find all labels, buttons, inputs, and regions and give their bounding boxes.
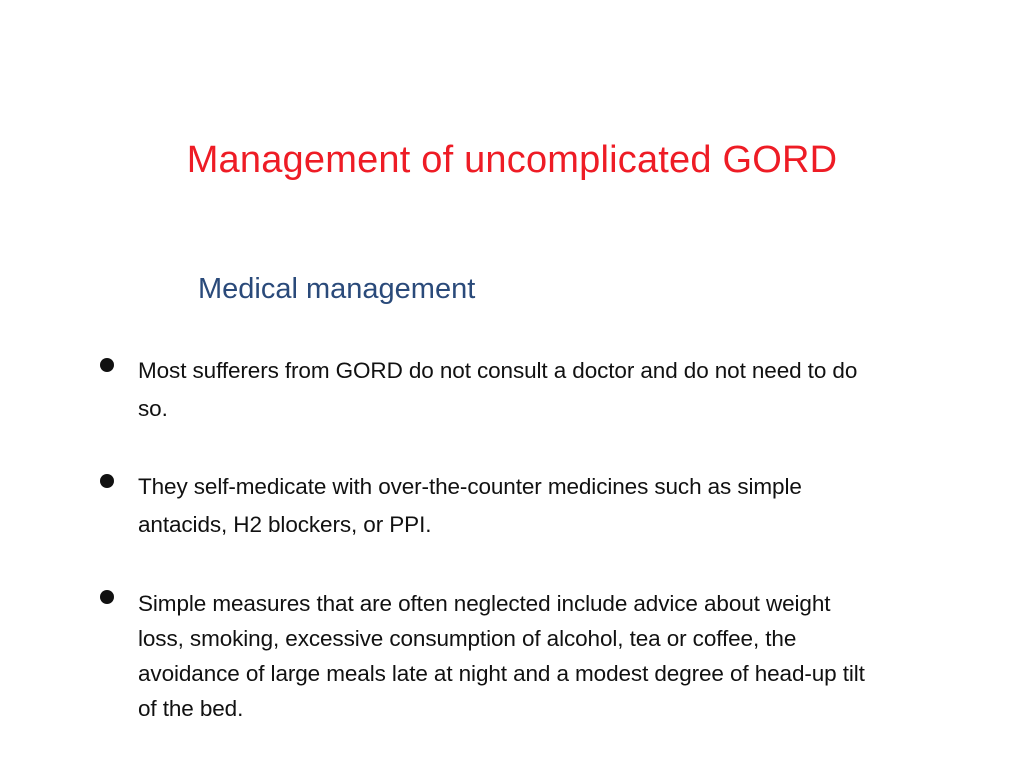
bullet-icon	[100, 590, 114, 604]
bullet-icon	[100, 474, 114, 488]
bullet-text: Simple measures that are often neglected include advice about weight loss, smoking, excessive consumption of alcohol, tea or coffee, the avoidance of large meals late at night and a modest degree of head-up tilt of the bed.	[138, 591, 865, 721]
bullet-text: They self-medicate with over-the-counter medicines such as simple antacids, H2 blockers, or PPI.	[138, 474, 802, 537]
slide-subtitle: Medical management	[198, 273, 476, 305]
bullet-text: Most sufferers from GORD do not consult a doctor and do not need to do so.	[138, 358, 858, 421]
bullet-icon	[100, 358, 114, 372]
slide-title: Management of uncomplicated GORD	[186, 139, 838, 181]
